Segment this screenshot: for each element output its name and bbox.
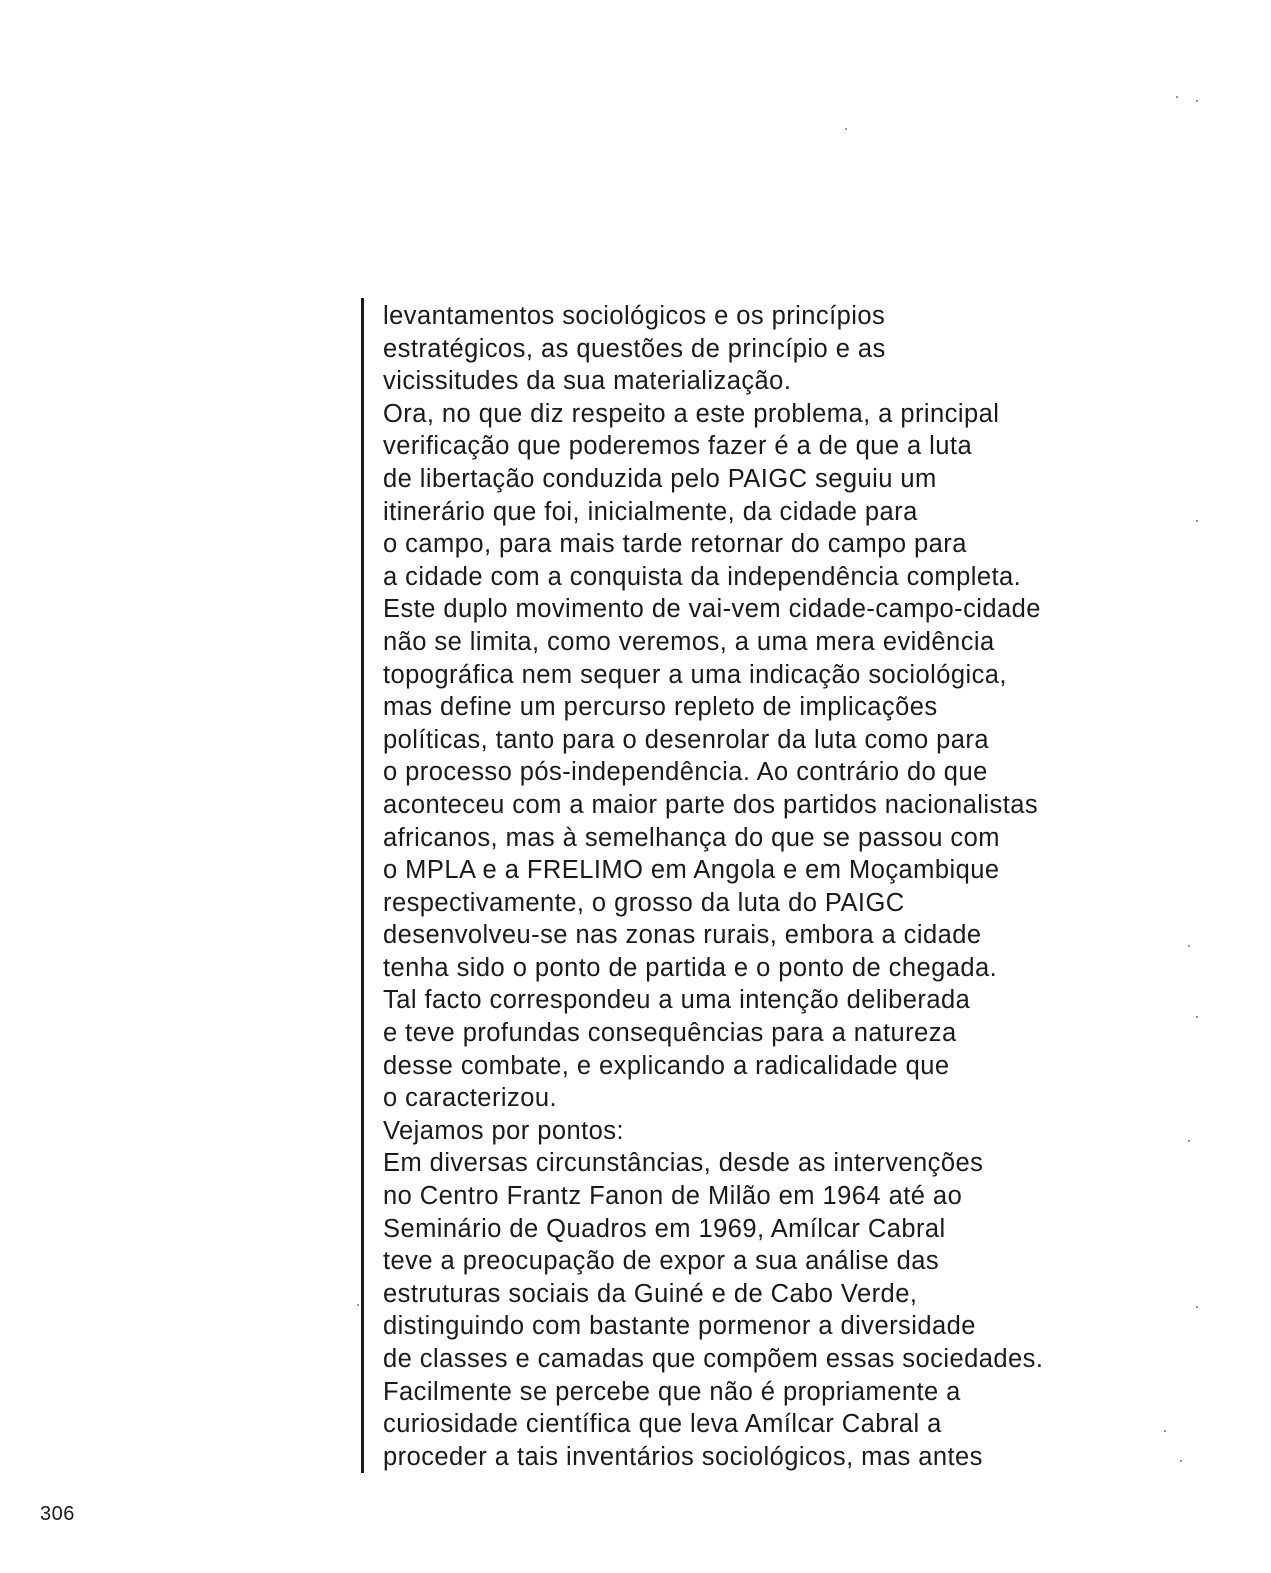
text-line: desse combate, e explicando a radicalidade que bbox=[383, 1051, 950, 1080]
text-line: desenvolveu-se nas zonas rurais, embora a cidade bbox=[383, 921, 982, 950]
scan-speck bbox=[357, 1304, 359, 1306]
scan-speck bbox=[1196, 1016, 1198, 1018]
text-line: africanos, mas à semelhança do que se passou com bbox=[383, 823, 1000, 852]
text-line: estruturas sociais da Guiné e de Cabo Verde, bbox=[383, 1279, 918, 1308]
text-line: Facilmente se percebe que não é propriamente a bbox=[383, 1377, 961, 1406]
text-line: o processo pós-independência. Ao contrário do que bbox=[383, 758, 988, 787]
scan-speck bbox=[1180, 1460, 1182, 1462]
text-line: mas define um percurso repleto de implicações bbox=[383, 693, 938, 722]
scan-speck bbox=[1164, 1430, 1166, 1432]
text-line: itinerário que foi, inicialmente, da cidade para bbox=[383, 497, 918, 526]
text-line: a cidade com a conquista da independência completa. bbox=[383, 562, 1022, 591]
scan-speck bbox=[1196, 520, 1198, 522]
text-line: Tal facto correspondeu a uma intenção deliberada bbox=[383, 986, 971, 1015]
margin-rule bbox=[361, 298, 364, 1473]
text-line: Este duplo movimento de vai-vem cidade-campo-cidade bbox=[383, 595, 1041, 624]
text-line: tenha sido o ponto de partida e o ponto de chegada. bbox=[383, 953, 998, 982]
text-line: o caracterizou. bbox=[383, 1084, 557, 1113]
text-line: Seminário de Quadros em 1969, Amílcar Cabral bbox=[383, 1214, 946, 1243]
text-line: topográfica nem sequer a uma indicação sociológica, bbox=[383, 660, 1007, 689]
text-line: de libertação conduzida pelo PAIGC seguiu um bbox=[383, 464, 937, 493]
text-line: proceder a tais inventários sociológicos, mas antes bbox=[383, 1442, 983, 1471]
text-line: verificação que poderemos fazer é a de que a luta bbox=[383, 432, 973, 461]
text-line: levantamentos sociológicos e os princípios bbox=[383, 302, 886, 330]
page-number: 306 bbox=[40, 1503, 75, 1525]
text-line: Ora, no que diz respeito a este problema, a principal bbox=[383, 399, 1000, 428]
text-line: estratégicos, as questões de princípio e as bbox=[383, 334, 886, 363]
scan-speck bbox=[1196, 1306, 1198, 1308]
scan-speck bbox=[1188, 1140, 1190, 1142]
text-line: curiosidade científica que leva Amílcar Cabral a bbox=[383, 1410, 942, 1439]
scan-speck bbox=[1188, 945, 1190, 947]
text-line: respectivamente, o grosso da luta do PAIGC bbox=[383, 888, 905, 917]
text-line: de classes e camadas que compõem essas sociedades. bbox=[383, 1345, 1044, 1373]
scan-speck bbox=[1196, 100, 1198, 102]
text-line: e teve profundas consequências para a natureza bbox=[383, 1019, 957, 1048]
body-text bbox=[383, 300, 1223, 1473]
text-line: o MPLA e a FRELIMO em Angola e em Moçambique bbox=[383, 856, 1000, 885]
text-line: vicissitudes da sua materialização. bbox=[383, 367, 792, 396]
text-line: Em diversas circunstâncias, desde as intervenções bbox=[383, 1149, 984, 1178]
text-line: no Centro Frantz Fanon de Milão em 1964 até ao bbox=[383, 1182, 963, 1211]
text-line: distinguindo com bastante pormenor a diversidade bbox=[383, 1312, 976, 1341]
scan-speck bbox=[1176, 96, 1178, 98]
text-line: aconteceu com a maior parte dos partidos nacionalistas bbox=[383, 790, 1039, 819]
scan-speck bbox=[845, 128, 847, 130]
text-line: Vejamos por pontos: bbox=[383, 1116, 625, 1145]
text-line: não se limita, como veremos, a uma mera evidência bbox=[383, 627, 995, 656]
text-line: teve a preocupação de expor a sua análise das bbox=[383, 1247, 940, 1276]
text-line: políticas, tanto para o desenrolar da luta como para bbox=[383, 725, 990, 754]
text-line: o campo, para mais tarde retornar do campo para bbox=[383, 530, 967, 559]
